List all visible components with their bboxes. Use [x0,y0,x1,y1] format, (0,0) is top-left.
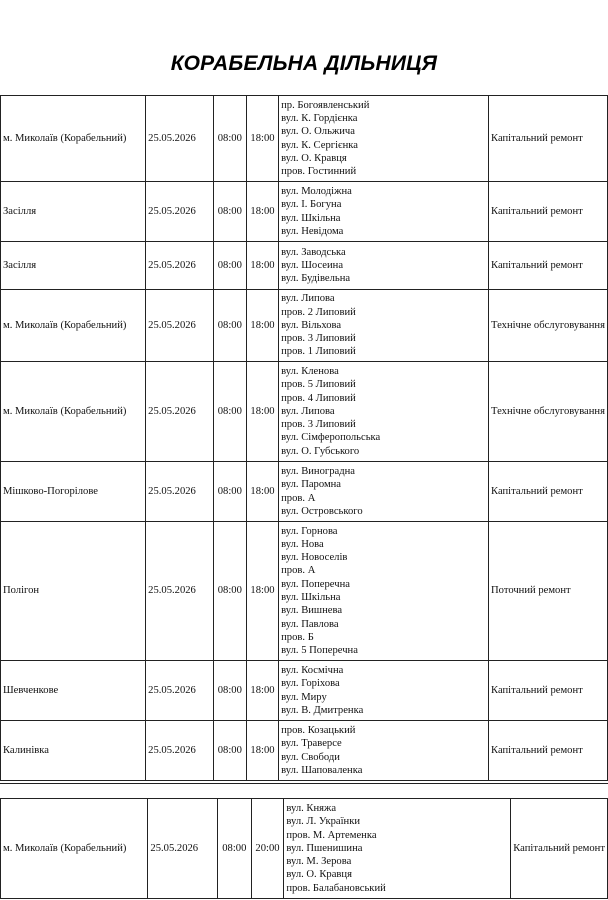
street-name: пров. Козацький [281,724,356,736]
street-name: пров. Балабановський [286,882,386,894]
street-name: пров. М. Артеменка [286,829,377,841]
street-name: пров. 4 Липовий [281,392,356,404]
section-title: КОРАБЕЛЬНА ДІЛЬНИЦЯ [170,52,438,75]
street-name: вул. Вишнева [281,605,343,617]
street-name: вул. Островського [281,505,363,517]
street-name: вул. Невідома [281,225,344,237]
street-name: вул. О. Ольжича [281,126,355,138]
street-name: пров. 3 Липовий [281,333,356,345]
streets-cell [279,661,489,721]
location-cell: Шевченкове [1,661,146,721]
street-name: вул. Горіхова [281,678,340,690]
work-type-cell: Капітальний ремонт [489,96,608,182]
street-name: вул. Виноградна [281,465,356,477]
location-cell: м. Миколаїв (Корабельний) [1,96,146,182]
street-name: вул. І. Богуна [281,199,342,211]
work-type-cell: Технічне обслуговування [489,362,608,462]
outage-schedule-table [0,95,608,781]
location-cell: Засілля [1,182,146,242]
street-name: пров. А [281,565,316,577]
street-name: вул. Нова [281,538,324,550]
table-row [1,96,608,182]
street-name: вул. В. Дмитренка [281,704,364,716]
date-cell: 25.05.2026 [146,242,214,290]
location-cell: Калинівка [1,721,146,781]
work-type-cell: Капітальний ремонт [511,799,608,899]
work-type-cell: Капітальний ремонт [489,182,608,242]
date-cell: 25.05.2026 [146,362,214,462]
street-name: вул. К. Гордієнка [281,112,358,124]
street-name: пров. 3 Липовий [281,419,356,431]
location-cell: Засілля [1,242,146,290]
work-type-cell: Капітальний ремонт [489,462,608,522]
table-row [1,182,608,242]
date-cell: 25.05.2026 [146,96,214,182]
streets-cell [279,362,489,462]
street-name: пров. 2 Липовий [281,306,356,318]
streets-cell [279,462,489,522]
street-name: вул. Липова [281,405,335,417]
location-cell: м. Миколаїв (Корабельний) [1,799,148,899]
work-type-cell: Капітальний ремонт [489,242,608,290]
end-time-cell: 18:00 [246,522,278,661]
date-cell: 25.05.2026 [146,182,214,242]
street-name: вул. О. Кравця [281,152,347,164]
street-name: вул. Кленова [281,365,339,377]
street-name: вул. К. Сергієнка [281,139,358,151]
street-name: вул. 5 Поперечна [281,645,358,657]
street-name: вул. Заводська [281,246,346,258]
street-name: вул. Княжа [286,802,337,814]
start-time-cell: 08:00 [213,661,246,721]
table-separator-line [0,783,608,784]
street-name: вул. Шкільна [281,212,341,224]
street-name: вул. М. Зерова [286,856,352,868]
street-name: пр. Богоявленський [281,99,370,111]
street-name: вул. Пшенишина [286,842,363,854]
street-name: вул. Новоселів [281,552,348,564]
start-time-cell: 08:00 [213,462,246,522]
table-row [1,721,608,781]
start-time-cell: 08:00 [213,182,246,242]
work-type-cell: Капітальний ремонт [489,661,608,721]
streets-cell [279,182,489,242]
street-name: вул. Л. Українки [286,816,361,828]
work-type-cell: Технічне обслуговування [489,290,608,362]
table-row [1,290,608,362]
end-time-cell: 20:00 [251,799,284,899]
end-time-cell: 18:00 [246,721,278,781]
end-time-cell: 18:00 [246,362,278,462]
street-name: пров. 5 Липовий [281,379,356,391]
work-type-cell: Капітальний ремонт [489,721,608,781]
street-name: вул. Космічна [281,664,344,676]
end-time-cell: 18:00 [246,661,278,721]
end-time-cell: 18:00 [246,96,278,182]
date-cell: 25.05.2026 [146,721,214,781]
date-cell: 25.05.2026 [146,290,214,362]
streets-cell [284,799,511,899]
streets-cell [279,721,489,781]
table-row [1,362,608,462]
street-name: вул. Вільхова [281,319,342,331]
street-name: вул. О. Кравця [286,869,352,881]
street-name: вул. Миру [281,691,327,703]
table-row [1,522,608,661]
street-name: пров. Б [281,631,314,643]
date-cell: 25.05.2026 [146,462,214,522]
start-time-cell: 08:00 [213,522,246,661]
location-cell: Мішково-Погорілове [1,462,146,522]
start-time-cell: 08:00 [213,362,246,462]
start-time-cell: 08:00 [213,242,246,290]
street-name: вул. Будівельна [281,273,351,285]
street-name: вул. Паромна [281,479,342,491]
outage-schedule-table-continued [0,798,608,899]
street-name: пров. А [281,492,316,504]
street-name: вул. Шосеина [281,259,344,271]
location-cell: м. Миколаїв (Корабельний) [1,362,146,462]
street-name: вул. Свободи [281,751,340,763]
table-row [1,242,608,290]
date-cell: 25.05.2026 [146,522,214,661]
street-name: вул. Молодіжна [281,185,352,197]
street-name: пров. Гостинний [281,166,357,178]
street-name: вул. Липова [281,293,335,305]
street-name: вул. Сімферопольська [281,432,381,444]
streets-cell [279,96,489,182]
start-time-cell: 08:00 [213,721,246,781]
table-row [1,799,608,899]
streets-cell [279,522,489,661]
street-name: вул. Шаповаленка [281,764,363,776]
table-row [1,661,608,721]
date-cell: 25.05.2026 [146,661,214,721]
end-time-cell: 18:00 [246,290,278,362]
start-time-cell: 08:00 [213,96,246,182]
street-name: вул. О. Губського [281,445,360,457]
streets-cell [279,290,489,362]
end-time-cell: 18:00 [246,242,278,290]
street-name: вул. Шкільна [281,592,341,603]
start-time-cell: 08:00 [213,290,246,362]
table-row [1,462,608,522]
street-name: пров. 1 Липовий [281,346,356,358]
street-name: вул. Траверсе [281,738,342,750]
location-cell: Полігон [1,522,146,661]
date-cell: 25.05.2026 [148,799,218,899]
street-name: вул. Павлова [281,618,339,630]
start-time-cell: 08:00 [218,799,252,899]
streets-cell [279,242,489,290]
location-cell: м. Миколаїв (Корабельний) [1,290,146,362]
work-type-cell: Поточний ремонт [489,522,608,661]
end-time-cell: 18:00 [246,462,278,522]
street-name: вул. Горнова [281,525,338,537]
end-time-cell: 18:00 [246,182,278,242]
street-name: вул. Поперечна [281,578,350,590]
